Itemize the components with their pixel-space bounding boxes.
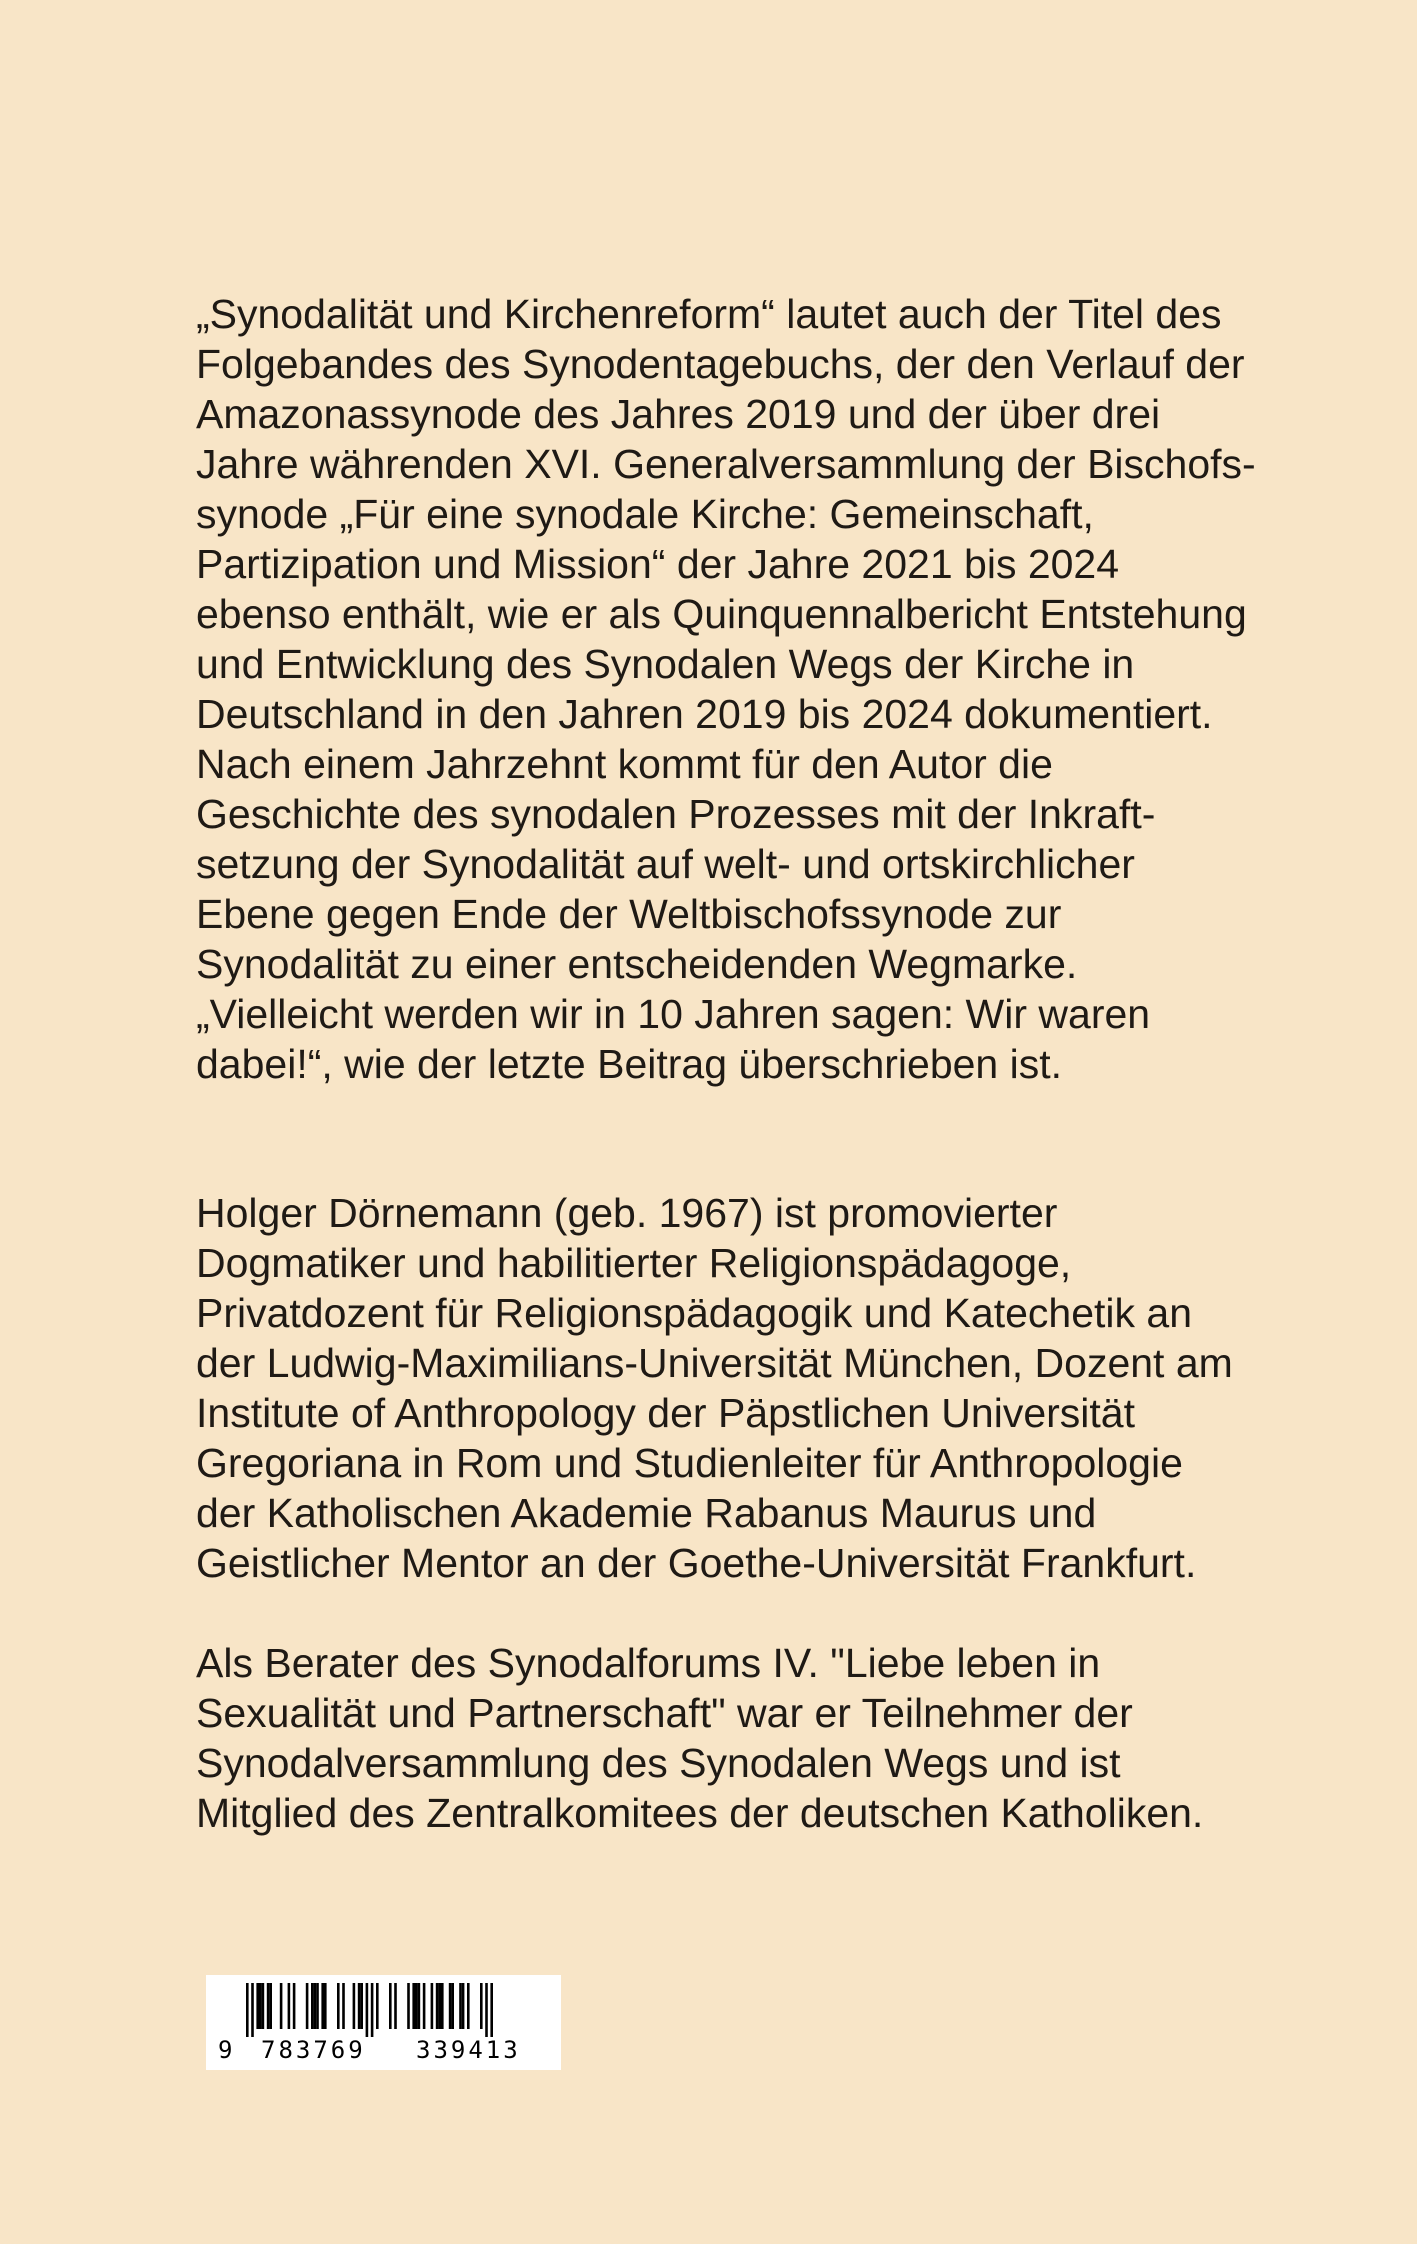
barcode-bar xyxy=(321,1983,324,2029)
barcode-bar xyxy=(449,1983,452,2029)
barcode-bar xyxy=(438,1983,441,2029)
blurb-line: Nach einem Jahrzehnt kommt für den Autor die xyxy=(196,741,1053,787)
barcode-bar xyxy=(389,1983,392,2029)
blurb-line: synode „Für eine synodale Kirche: Gemeinschaft, xyxy=(196,491,1094,537)
author-bio-line: Geistlicher Mentor an der Goethe-Universität Frankfurt. xyxy=(196,1540,1197,1586)
barcode-left-digits: 783769 xyxy=(261,2036,366,2064)
advisor-note-line: Sexualität und Partnerschaft" war er Teilnehmer der xyxy=(196,1690,1133,1736)
barcode-bar xyxy=(288,1983,291,2029)
barcode-bar xyxy=(360,1983,363,2029)
barcode-bar xyxy=(467,1983,470,2029)
author-bio xyxy=(196,1188,1256,1588)
barcode-bar xyxy=(353,1983,356,2029)
barcode-bar xyxy=(342,1983,345,2029)
barcode-bar xyxy=(316,1983,319,2029)
author-bio-line: Gregoriana in Rom und Studienleiter für Anthropologie xyxy=(196,1440,1183,1486)
blurb-line: „Synodalität und Kirchenreform“ lautet auch der Titel des xyxy=(196,291,1222,337)
barcode-bar xyxy=(485,1983,488,2037)
barcode-bar xyxy=(418,1983,421,2029)
blurb-line: Synodalität zu einer entscheidenden Wegmarke. xyxy=(196,941,1078,987)
barcode-bar xyxy=(462,1983,465,2029)
barcode-bar xyxy=(436,1983,439,2029)
barcode-bar xyxy=(358,1983,361,2029)
barcode-bar xyxy=(415,1983,418,2029)
blurb-line: Folgebandes des Synodentagebuchs, der den Verlauf der xyxy=(196,341,1245,387)
barcode-bar xyxy=(480,1983,483,2029)
barcode-bar xyxy=(311,1983,314,2029)
barcode-bar xyxy=(459,1983,462,2029)
author-bio-line: der Ludwig-Maximilians-Universität München, Dozent am xyxy=(196,1340,1233,1386)
barcode-bar xyxy=(371,1983,374,2037)
barcode-bar xyxy=(256,1983,259,2029)
barcode-bar xyxy=(269,1983,272,2029)
barcode-bar xyxy=(246,1983,249,2037)
isbn-barcode xyxy=(206,1975,561,2070)
barcode-bar xyxy=(490,1983,493,2037)
author-bio-line: der Katholischen Akademie Rabanus Maurus und xyxy=(196,1490,1097,1536)
author-bio-line: Holger Dörnemann (geb. 1967) ist promovierter xyxy=(196,1190,1058,1236)
blurb-line: ebenso enthält, wie er als Quinquennalbericht Entstehung xyxy=(196,591,1247,637)
barcode-bar xyxy=(259,1983,262,2029)
barcode-bar xyxy=(324,1983,327,2029)
barcode-bar xyxy=(394,1983,397,2029)
advisor-note-line: Synodalversammlung des Synodalen Wegs und ist xyxy=(196,1740,1121,1786)
blurb-line: Deutschland in den Jahren 2019 bis 2024 dokumentiert. xyxy=(196,691,1213,737)
author-bio-line: Dogmatiker und habilitierter Religionspädagoge, xyxy=(196,1240,1072,1286)
barcode-bar xyxy=(412,1983,415,2029)
author-bio-line: Institute of Anthropology der Päpstlichen Universität xyxy=(196,1390,1135,1436)
barcode-bar xyxy=(451,1983,454,2029)
barcode-bar xyxy=(293,1983,296,2029)
blurb-line: Partizipation und Mission“ der Jahre 2021 bis 2024 xyxy=(196,541,1120,587)
barcode-bar xyxy=(441,1983,444,2029)
barcode-bar xyxy=(366,1983,369,2037)
barcode-bar xyxy=(306,1983,309,2029)
barcode-bar xyxy=(376,1983,379,2029)
barcode-bar xyxy=(337,1983,340,2029)
advisor-note-line: Als Berater des Synodalforums IV. "Liebe leben in xyxy=(196,1640,1101,1686)
advisor-note-line: Mitglied des Zentralkomitees der deutschen Katholiken. xyxy=(196,1790,1204,1836)
barcode-bar xyxy=(267,1983,270,2029)
barcode-bar xyxy=(407,1983,410,2029)
blurb-line: „Vielleicht werden wir in 10 Jahren sagen: Wir waren xyxy=(196,991,1151,1037)
blurb-line: Ebene gegen Ende der Weltbischofssynode zur xyxy=(196,891,1062,937)
barcode-bar xyxy=(262,1983,265,2029)
barcode-right-digits: 339413 xyxy=(416,2036,521,2064)
blurb-line: und Entwicklung des Synodalen Wegs der Kirche in xyxy=(196,641,1135,687)
barcode-bar xyxy=(314,1983,317,2029)
barcode-bar xyxy=(423,1983,426,2029)
blurb-line: setzung der Synodalität auf welt- und ortskirchlicher xyxy=(196,841,1135,887)
barcode-bar xyxy=(280,1983,283,2029)
advisor-note xyxy=(196,1638,1256,1838)
blurb-line: Amazonassynode des Jahres 2019 und der über drei xyxy=(196,391,1161,437)
blurb-line: Jahre währenden XVI. Generalversammlung der Bischofs- xyxy=(196,441,1256,487)
barcode-bar xyxy=(251,1983,254,2037)
barcode-bar xyxy=(431,1983,434,2029)
barcode-lead-digit: 9 xyxy=(218,2036,236,2064)
author-bio-line: Privatdozent für Religionspädagogik und Katechetik an xyxy=(196,1290,1193,1336)
blurb-line: dabei!“, wie der letzte Beitrag überschrieben ist. xyxy=(196,1041,1063,1087)
blurb-line: Geschichte des synodalen Prozesses mit der Inkraft- xyxy=(196,791,1156,837)
book-blurb xyxy=(196,289,1256,1089)
barcode-bars-icon xyxy=(206,1975,561,2037)
